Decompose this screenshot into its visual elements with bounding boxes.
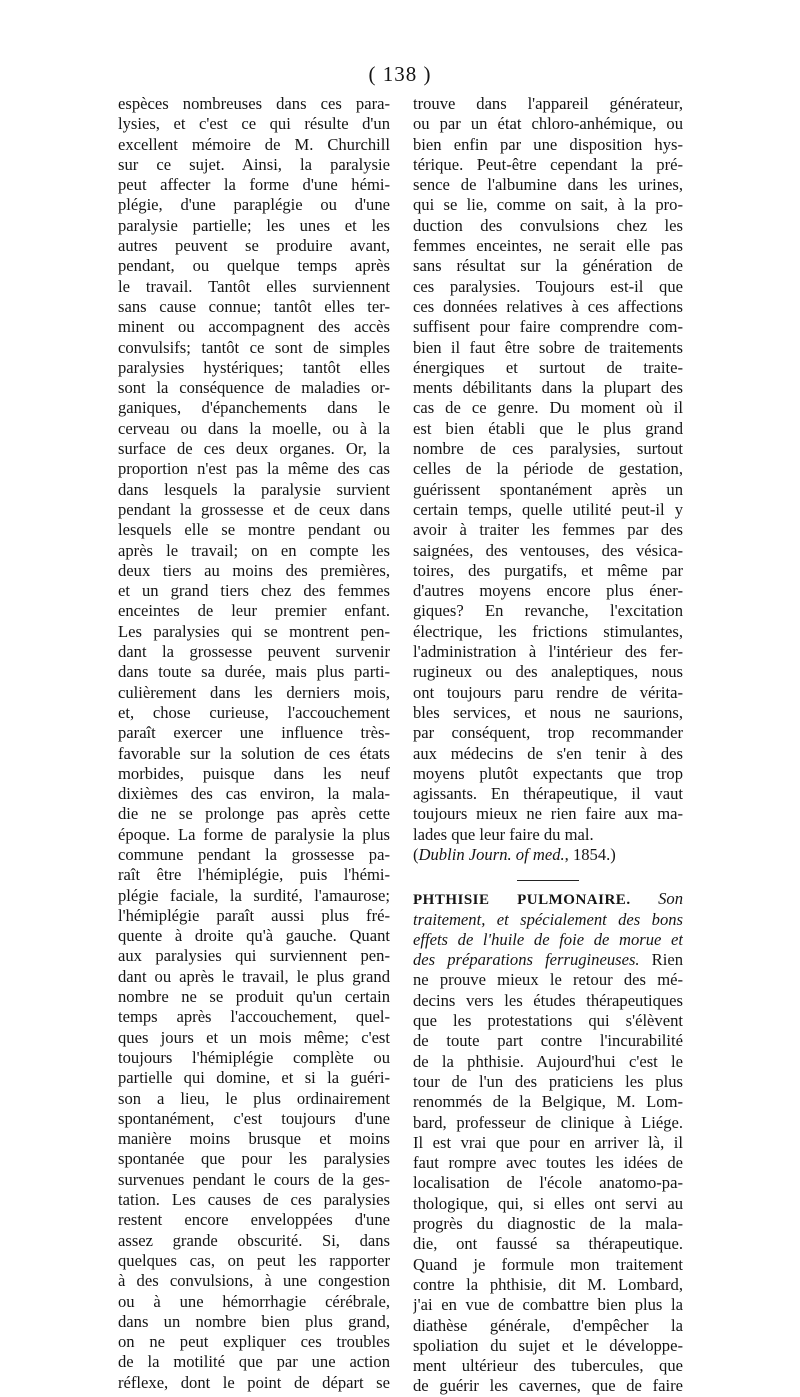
text-line: sans cause connue; tantôt elles ter- bbox=[118, 296, 390, 316]
text-line: à des convulsions, à une congestion bbox=[118, 1271, 390, 1291]
text-line: minent ou accompagnent des accès bbox=[118, 317, 390, 337]
text-line: paralysies hystériques; tantôt elles bbox=[118, 357, 390, 377]
text-line: lysies, et c'est ce qui résulte d'un bbox=[118, 114, 390, 134]
text-line: autres peuvent se produire avant, bbox=[118, 236, 390, 256]
text-line: moyens plutôt expectants que trop bbox=[413, 763, 683, 783]
text-line: bien enfin par une disposition hys- bbox=[413, 134, 683, 154]
article-body-start: Rien bbox=[651, 950, 683, 970]
text-line: j'ai en vue de combattre bien plus la bbox=[413, 1295, 683, 1315]
text-line: pendant la grossesse et de ceux dans bbox=[118, 499, 390, 519]
text-line: survenues pendant le cours de la ges- bbox=[118, 1169, 390, 1189]
text-line: decins vers les études thérapeutiques bbox=[413, 990, 683, 1010]
text-line: quente à droite qu'à gauche. Quant bbox=[118, 926, 390, 946]
text-line: proportion n'est pas la même des cas bbox=[118, 459, 390, 479]
text-line: quelques cas, on peut les rapporter bbox=[118, 1250, 390, 1270]
text-line: convulsifs; tantôt ce sont de simples bbox=[118, 337, 390, 357]
text-line: Il est vrai que pour en arriver là, il bbox=[413, 1132, 683, 1152]
text-line: restent encore enveloppées d'une bbox=[118, 1210, 390, 1230]
text-line: réflexe, dont le point de départ se bbox=[118, 1372, 390, 1392]
text-line: espèces nombreuses dans ces para- bbox=[118, 94, 390, 113]
text-line: de la phthisie. Aujourd'hui c'est le bbox=[413, 1051, 683, 1071]
text-line: dans toute sa durée, mais plus parti- bbox=[118, 662, 390, 682]
text-line: après le travail; on en compte les bbox=[118, 540, 390, 560]
text-line: sans résultat sur la génération de bbox=[413, 256, 683, 276]
text-line: bles services, et nous ne saurions, bbox=[413, 702, 683, 722]
text-line: énergiques et surtout de traite- bbox=[413, 357, 683, 377]
text-line: toujours mieux ne rien faire aux ma- bbox=[413, 804, 683, 824]
article-heading-line bbox=[413, 889, 683, 909]
text-line: peut affecter la forme d'une hémi- bbox=[118, 175, 390, 195]
text-line: ou à une hémorrhagie cérébrale, bbox=[118, 1291, 390, 1311]
text-line: que les protestations qui s'élèvent bbox=[413, 1011, 683, 1031]
article-subtitle-line: traitement, et spécialement des bons bbox=[413, 909, 683, 929]
text-line: dant ou après le travail, le plus grand bbox=[118, 966, 390, 986]
text-line: de la motilité que par une action bbox=[118, 1352, 390, 1372]
text-line: diathèse générale, d'empêcher la bbox=[413, 1315, 683, 1335]
text-line: celles de la période de gestation, bbox=[413, 459, 683, 479]
text-line: ques jours et un mois même; c'est bbox=[118, 1027, 390, 1047]
text-line: die, ont faussé sa thérapeutique. bbox=[413, 1234, 683, 1254]
text-line: saignées, des ventouses, des vésica- bbox=[413, 540, 683, 560]
text-line: temps après l'accouchement, quel- bbox=[118, 1007, 390, 1027]
text-line: lesquels elle se montre pendant ou bbox=[118, 520, 390, 540]
text-line: sence de l'albumine dans les urines, bbox=[413, 175, 683, 195]
text-line: sont la conséquence de maladies or- bbox=[118, 378, 390, 398]
text-line: son a lieu, le plus ordinairement bbox=[118, 1088, 390, 1108]
text-line: tour de l'un des praticiens les plus bbox=[413, 1071, 683, 1091]
citation-line bbox=[413, 845, 683, 865]
text-line: contre la phthisie, dit M. Lombard, bbox=[413, 1274, 683, 1294]
text-line: dixièmes des cas environ, la mala- bbox=[118, 784, 390, 804]
text-line: Les paralysies qui se montrent pen- bbox=[118, 621, 390, 641]
text-line: ces données relatives à ces affections bbox=[413, 296, 683, 316]
text-line: ne prouve mieux le retour des mé- bbox=[413, 970, 683, 990]
text-line: cas de ce genre. Du moment où il bbox=[413, 398, 683, 418]
text-line: qui se lie, comme on sait, à la pro- bbox=[413, 195, 683, 215]
text-line: manière moins brusque et moins bbox=[118, 1129, 390, 1149]
text-line: par conséquent, trop recommander bbox=[413, 723, 683, 743]
text-line: agissants. En thérapeutique, il vaut bbox=[413, 784, 683, 804]
citation-year: , 1854.) bbox=[564, 844, 616, 864]
text-line: duction des convulsions chez les bbox=[413, 215, 683, 235]
text-line: est bien établi que le plus grand bbox=[413, 418, 683, 438]
text-line: l'administration à l'intérieur des fer- bbox=[413, 642, 683, 662]
text-line: dans lesquels la paralysie survient bbox=[118, 479, 390, 499]
text-line: deux tiers au moins des premières, bbox=[118, 560, 390, 580]
text-line: ganiques, d'épanchements dans le bbox=[118, 398, 390, 418]
spacer bbox=[413, 865, 683, 880]
citation-open: ( bbox=[413, 844, 419, 864]
text-line: dant la grossesse peuvent survenir bbox=[118, 642, 390, 662]
text-line: paralysie partielle; les unes et les bbox=[118, 215, 390, 235]
text-line: favorable sur la solution de ces états bbox=[118, 743, 390, 763]
text-line: spontanée que pour les paralysies bbox=[118, 1149, 390, 1169]
article-heading: PHTHISIE PULMONAIRE. bbox=[413, 892, 631, 909]
text-line: raît être l'hémiplégie, puis l'hémi- bbox=[118, 865, 390, 885]
text-line: surface de ces deux organes. Or, la bbox=[118, 439, 390, 459]
text-line: rugineux ou des analeptiques, nous bbox=[413, 662, 683, 682]
text-line: certain temps, quelle utilité peut-il y bbox=[413, 499, 683, 519]
text-line: électrique, les frictions stimulantes, bbox=[413, 621, 683, 641]
text-line: dans un nombre bien plus grand, bbox=[118, 1311, 390, 1331]
text-line: et un grand tiers chez des femmes bbox=[118, 581, 390, 601]
text-line: spoliation du sujet et le développe- bbox=[413, 1335, 683, 1355]
text-line: ces paralysies. Toujours est-il que bbox=[413, 276, 683, 296]
page-number: ( 138 ) bbox=[368, 62, 432, 86]
right-column bbox=[413, 94, 683, 1397]
text-line: térique. Peut-être cependant la pré- bbox=[413, 154, 683, 174]
text-line: progrès du diagnostic de la mala- bbox=[413, 1214, 683, 1234]
text-line: bien il faut être sobre de traitements bbox=[413, 337, 683, 357]
text-line: lades que leur faire du mal. bbox=[413, 824, 594, 844]
text-line: toires, des purgatifs, et même par bbox=[413, 560, 683, 580]
text-line: commune pendant la grossesse pa- bbox=[118, 844, 390, 864]
text-line: faut rompre avec toutes les idées de bbox=[413, 1153, 683, 1173]
text-line: ment ultérieur des tubercules, que bbox=[413, 1356, 683, 1376]
article-subtitle-line: effets de l'huile de foie de morue et bbox=[413, 929, 683, 949]
text-line: renommés de la Belgique, M. Lom- bbox=[413, 1092, 683, 1112]
text-line: excellent mémoire de M. Churchill bbox=[118, 134, 390, 154]
text-line: toujours l'hémiplégie complète ou bbox=[118, 1047, 390, 1067]
text-line: giques? En revanche, l'excitation bbox=[413, 601, 683, 621]
text-line: nombre ne se produit qu'un certain bbox=[118, 987, 390, 1007]
text-line: tation. Les causes de ces paralysies bbox=[118, 1190, 390, 1210]
text-line: spontanément, c'est toujours d'une bbox=[118, 1108, 390, 1128]
text-line: femmes enceintes, ne serait elle pas bbox=[413, 236, 683, 256]
text-line: de toute part contre l'incurabilité bbox=[413, 1031, 683, 1051]
text-line: de guérir les cavernes, que de faire bbox=[413, 1376, 683, 1396]
text-line: plégie, d'une paraplégie ou d'une bbox=[118, 195, 390, 215]
text-line: trouve dans l'appareil générateur, bbox=[413, 94, 683, 113]
citation-journal: Dublin Journ. of med. bbox=[418, 844, 565, 864]
text-line: cerveau ou dans la moelle, ou à la bbox=[118, 418, 390, 438]
text-line: localisation de l'école anatomo-pa- bbox=[413, 1173, 683, 1193]
text-line: morbides, puisque dans les neuf bbox=[118, 763, 390, 783]
text-line: pendant, ou quelque temps après bbox=[118, 256, 390, 276]
text-line: die ne se prolonge pas après cette bbox=[118, 804, 390, 824]
text-line: partielle qui domine, et si la guéri- bbox=[118, 1068, 390, 1088]
right-column-bottom-text bbox=[413, 970, 683, 1396]
text-line: suffisent pour faire comprendre com- bbox=[413, 317, 683, 337]
text-line: culièrement dans les derniers mois, bbox=[118, 682, 390, 702]
right-column-top-text bbox=[413, 94, 683, 845]
text-line: sur ce sujet. Ainsi, la paralysie bbox=[118, 154, 390, 174]
article-subtitle-start: Son bbox=[658, 889, 683, 909]
text-line: ments débilitants dans la plupart des bbox=[413, 378, 683, 398]
text-line: aux paralysies qui surviennent pen- bbox=[118, 946, 390, 966]
text-line: époque. La forme de paralysie la plus bbox=[118, 824, 390, 844]
text-line: d'autres moyens encore plus éner- bbox=[413, 581, 683, 601]
text-line: nombre de ces paralysies, surtout bbox=[413, 439, 683, 459]
text-line: le travail. Tantôt elles surviennent bbox=[118, 276, 390, 296]
text-line: on ne peut expliquer ces troubles bbox=[118, 1332, 390, 1352]
text-line: plégie faciale, la surdité, l'amaurose; bbox=[118, 885, 390, 905]
left-column bbox=[118, 94, 390, 1393]
text-line: ou par un état chloro-anhémique, ou bbox=[413, 114, 683, 134]
text-line: guérissent spontanément après un bbox=[413, 479, 683, 499]
section-divider bbox=[517, 880, 579, 881]
text-line: ont toujours paru rendre de vérita- bbox=[413, 682, 683, 702]
text-line: assez grande obscurité. Si, dans bbox=[118, 1230, 390, 1250]
article-subtitle-line: des préparations ferrugineuses. Rien bbox=[413, 950, 683, 970]
text-line: aux médecins de s'en tenir à des bbox=[413, 743, 683, 763]
text-line: l'hémiplégie paraît aussi plus fré- bbox=[118, 905, 390, 925]
text-line: paraît exercer une influence très- bbox=[118, 723, 390, 743]
text-line: Quand je formule mon traitement bbox=[413, 1254, 683, 1274]
text-line: avoir à traiter les femmes par des bbox=[413, 520, 683, 540]
text-line: enceintes de leur premier enfant. bbox=[118, 601, 390, 621]
text-line: bard, professeur de clinique à Liége. bbox=[413, 1112, 683, 1132]
text-line: thologique, qui, si elles ont servi au bbox=[413, 1193, 683, 1213]
text-line: et, chose curieuse, l'accouchement bbox=[118, 702, 390, 722]
